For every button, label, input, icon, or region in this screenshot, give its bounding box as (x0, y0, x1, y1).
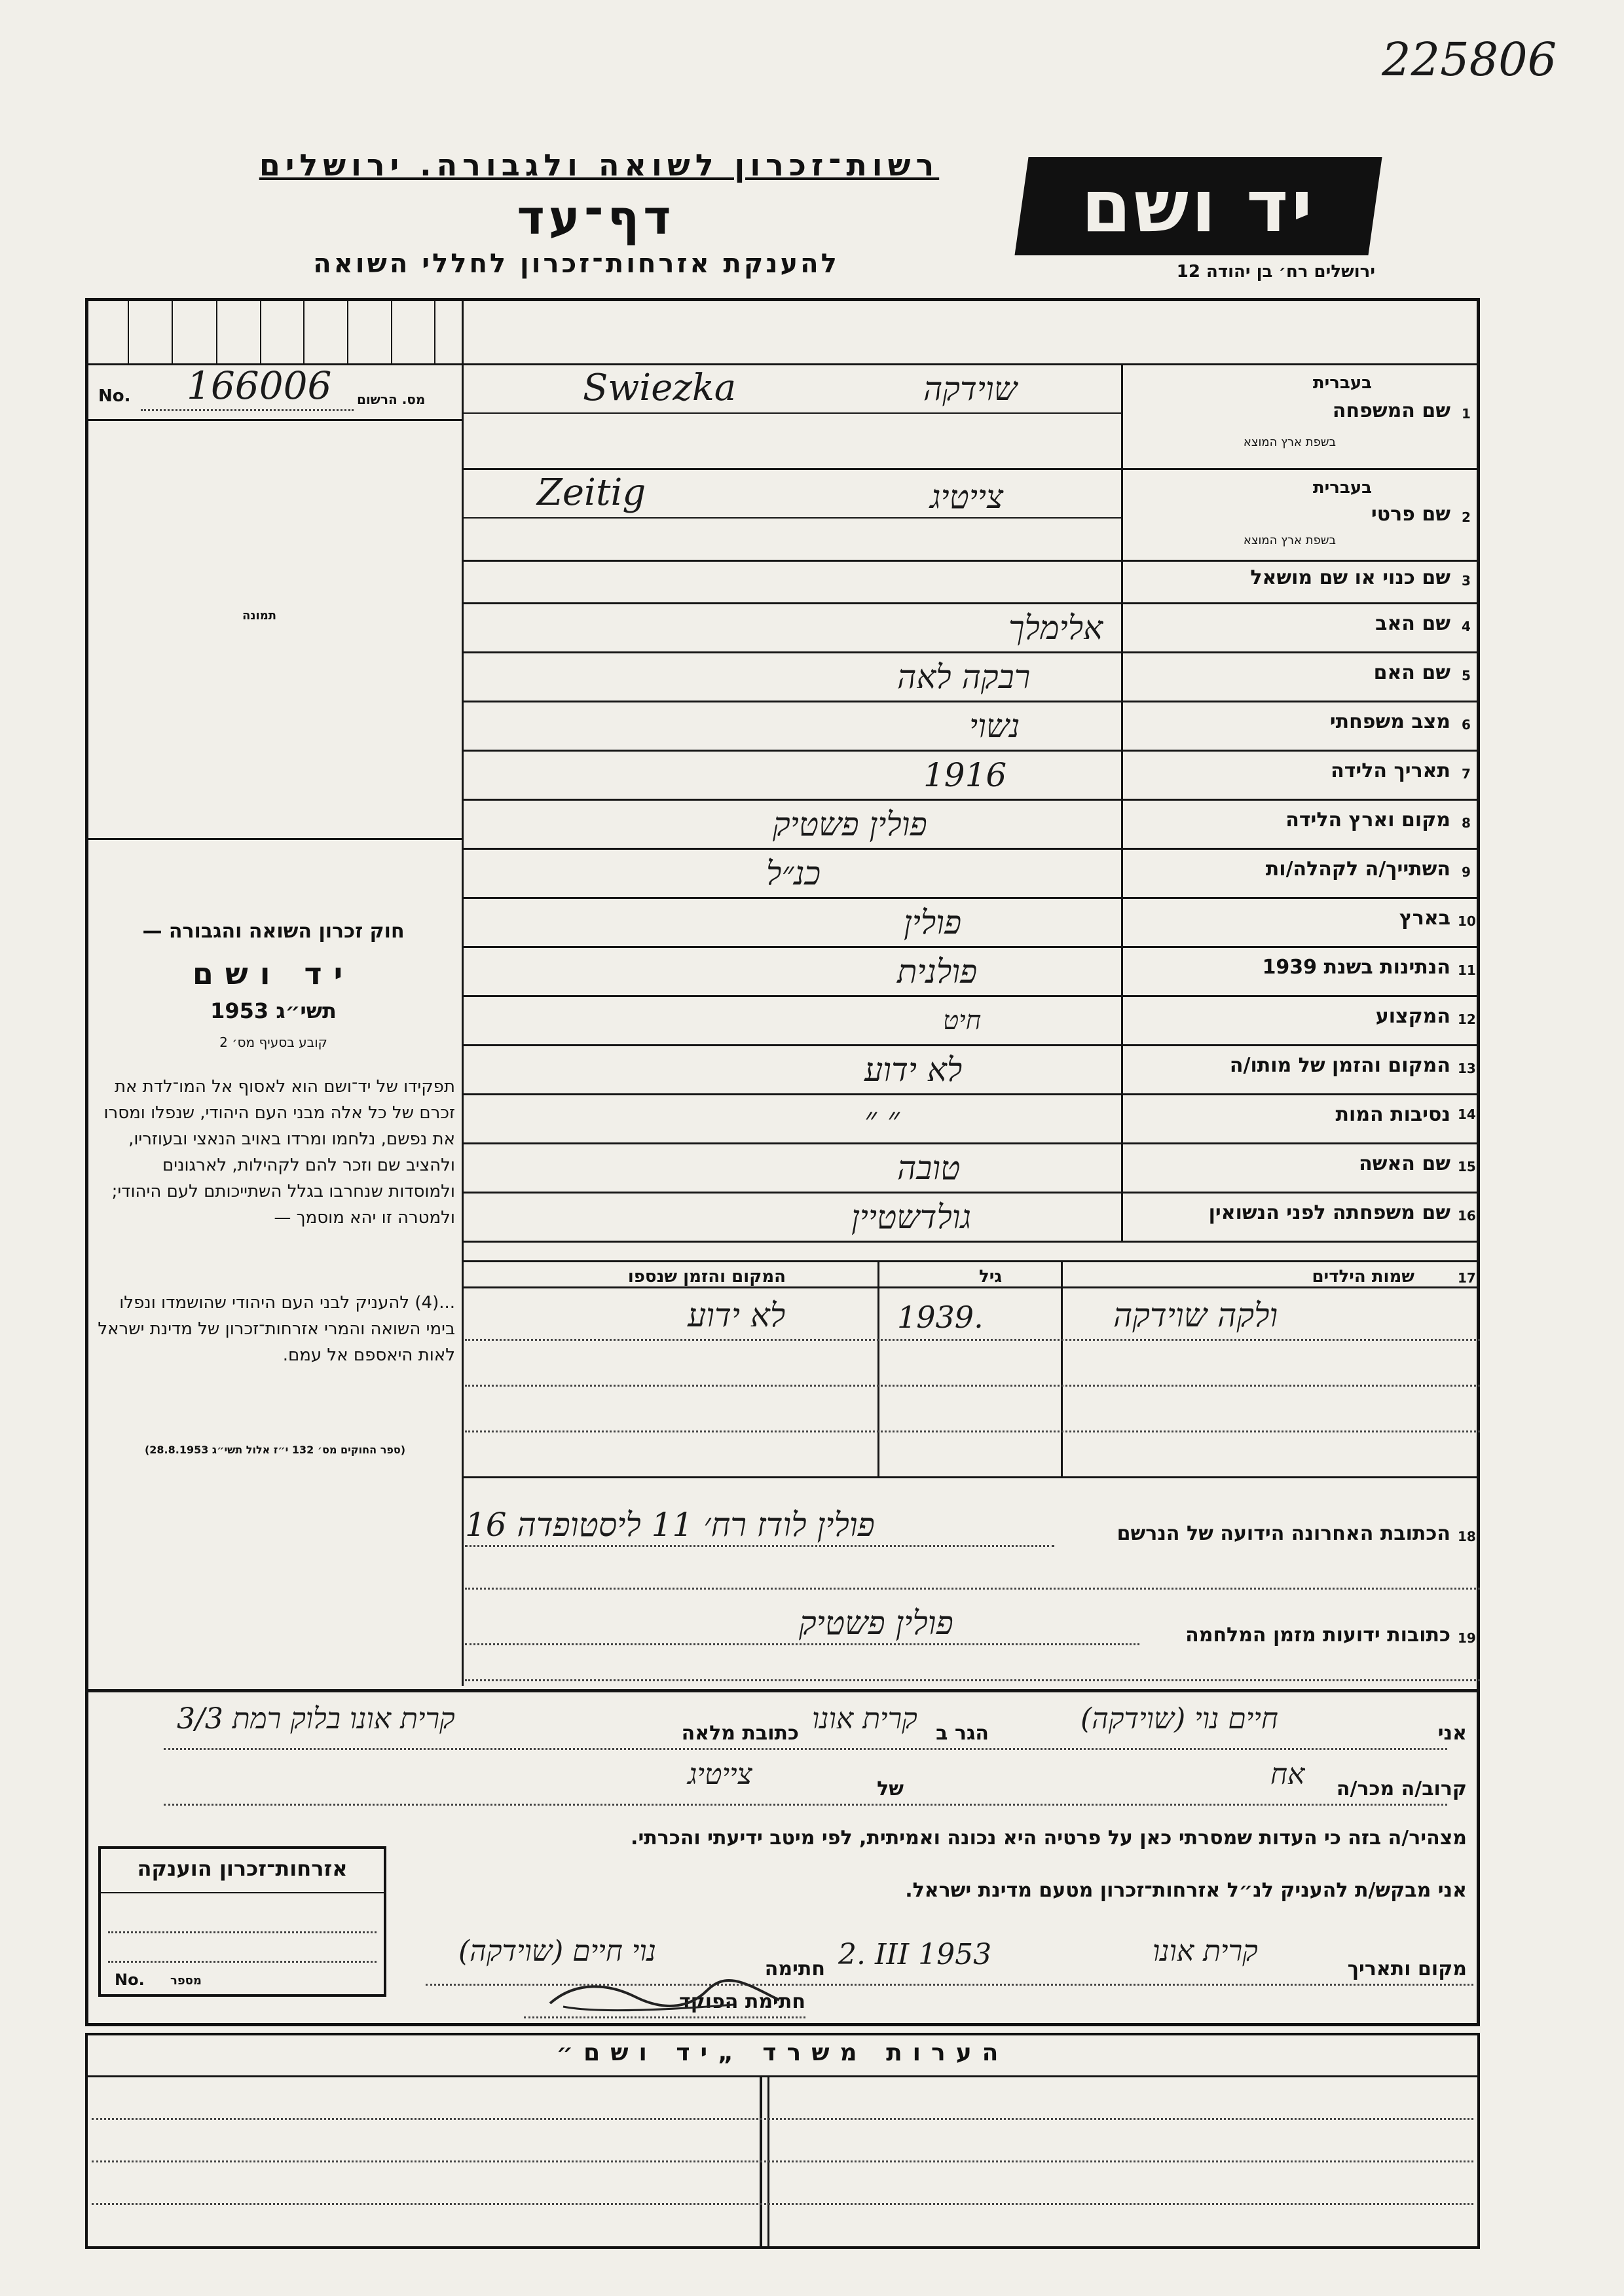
death-place-time: לא ידוע (864, 1051, 963, 1089)
field-2-number: 2 (1462, 509, 1471, 525)
statement-request: אני מבקש/ת להעניק לנ״ל אזרחות־זכרון מטעם מדינת ישראל. (905, 1879, 1467, 1902)
field-3-label: שם כנוי או שם מושאל (1250, 566, 1450, 589)
field-10-number: 10 (1458, 913, 1476, 929)
given-name-hebrew: צייטיג (930, 478, 1004, 516)
field-7-label: תאריך הלידה (1331, 759, 1450, 782)
field-14-number: 14 (1458, 1106, 1476, 1122)
profession: חיט (943, 1006, 982, 1036)
place-date-label: מקום ותאריך (1347, 1958, 1467, 1980)
surname-origin: Swiezka (583, 367, 737, 409)
field-14-label: נסיבות המות (1335, 1103, 1450, 1126)
country: פולין (904, 903, 962, 941)
field-19-number: 19 (1458, 1630, 1476, 1646)
citizenship-box-title: אזרחות־זכרון הוענקה (137, 1856, 348, 1881)
birth-place: פולין פשטיק (773, 805, 927, 843)
citizenship-number-label: מספר (170, 1974, 202, 1988)
full-address-value: קרית אונו בלוק רמת 3/3 (177, 1702, 455, 1736)
citizenship-no-prefix: No. (115, 1971, 145, 1989)
community: כנ״ל (766, 854, 821, 892)
law-year: תשי״ג 1953 (210, 998, 337, 1023)
field-7-number: 7 (1462, 766, 1471, 782)
statement-truth: מצהיר/ה בזה כי העדות שמסרתי כאן על פרטיה היא נכונה ואמיתית, לפי מיטב ידיעתי והכרתי. (631, 1827, 1467, 1850)
marital-status: נשוי (969, 707, 1020, 745)
law-clause: קובע בסעיף מס׳ 2 (219, 1034, 327, 1050)
field-12-label: המקצוע (1375, 1005, 1450, 1028)
law-clause4: ...(4) להעניק לבני העם היהודי שהושמדו ונפלו בימי השואה והמרי אזרחות־זכרון של מדינת ישראל לאות היאספם אל עמם. (98, 1293, 455, 1365)
field-16-number: 16 (1458, 1208, 1476, 1224)
children-place-header: המקום והזמן שנספו (627, 1267, 786, 1286)
registration-number: 166006 (187, 363, 332, 408)
field-19-label: כתובות ידועות מזמן המלחמה (1185, 1624, 1450, 1647)
logo-address: ירושלים רח׳ בן יהודה 12 (1176, 262, 1375, 282)
child-row-place: לא ידוע (688, 1296, 786, 1334)
child-row-age: 1939. (897, 1300, 984, 1335)
wartime-address: פולין פשטיק (799, 1604, 953, 1642)
date-value: 2. III 1953 (838, 1938, 992, 1971)
child-row-name: ולקה שוידקה (1113, 1296, 1278, 1334)
authority-line: רשות־זכרון לשואה ולגבורה. ירושלים (259, 147, 940, 183)
field-1-hebrew-label: בעברית (1312, 373, 1372, 393)
given-name-origin: Zeitig (537, 471, 646, 514)
declaration-top-border (85, 1689, 1480, 1692)
field-6-label: מצב משפחתי (1329, 710, 1450, 733)
wife-name: טובה (897, 1149, 961, 1187)
logo-text: יד ושם (1081, 164, 1316, 248)
registration-label: מס. הרשום (357, 392, 426, 407)
archive-number: 225806 (1382, 33, 1557, 86)
relation-value: אח (1270, 1758, 1305, 1791)
field-11-number: 11 (1458, 962, 1476, 978)
form-title: דף־עד (517, 190, 675, 245)
death-circumstances: ״ ״ (864, 1100, 900, 1138)
law-body: תפקידו של יד־ושם הוא לאסוף אל המו־לדת את זכרם של כל אלה מבני העם היהודי, שנפלו ומסרו את נפשם, נלחמו ומרדו באויב הנאצי ובעוזריו, ולהציב שם וזכר להם לקהילות, לארגונים ולמוסדות שנחרבו בגלל השתייכותם לעם היהודי; ולמטרה זו יהא מוסמך — (103, 1077, 455, 1228)
field-15-label: שם האשה (1359, 1152, 1450, 1175)
mother-name: רבקה לאה (897, 658, 1031, 696)
of-label: של (877, 1777, 904, 1800)
field-13-label: המקום והזמן של מותו/ה (1229, 1054, 1450, 1077)
field-4-number: 4 (1462, 619, 1471, 634)
field-8-number: 8 (1462, 815, 1471, 831)
law-name: יד ושם (192, 956, 355, 991)
field-16-label: שם משפחתה לפני הנשואין (1208, 1201, 1450, 1224)
field-12-number: 12 (1458, 1011, 1476, 1027)
field-13-number: 13 (1458, 1061, 1476, 1076)
field-9-label: השתייך/ה לקהלה/ות (1265, 858, 1450, 881)
registration-no-prefix: No. (98, 386, 131, 406)
field-1-number: 1 (1462, 406, 1471, 422)
signature-mark (537, 1977, 799, 2016)
officer-signature-label: חתימת הפוקד (679, 1990, 805, 2013)
resides-value: קרית אונו (812, 1702, 917, 1736)
field-17-number: 17 (1458, 1270, 1476, 1286)
field-1-origin-label: בשפת ארץ המוצא (1243, 435, 1336, 449)
form-subtitle: להענקת אזרחות־זכרון לחללי השואה (313, 249, 840, 279)
citizenship-1939: פולנית (897, 953, 978, 991)
children-names-header: שמות הילדים (1312, 1267, 1414, 1286)
declaration-ani: אני (1437, 1722, 1467, 1745)
field-3-number: 3 (1462, 573, 1471, 589)
field-8-label: מקום וארץ הלידה (1285, 809, 1450, 831)
field-11-label: הנתינות בשנת 1939 (1262, 956, 1450, 979)
field-18-label: הכתובת האחרונה הידועה של הנרשם (1116, 1522, 1450, 1545)
of-value: צייטיג (688, 1758, 752, 1791)
last-address: פולין לודז רח׳ 11 ליסטופדה 16 (465, 1506, 875, 1544)
law-source: (ספר החוקים מס׳ 132 י״ז אלול תשי״ג 28.8.1953) (144, 1444, 406, 1456)
photo-label: תמונה (242, 609, 277, 623)
father-name: אלימלך (1008, 609, 1103, 647)
field-9-number: 9 (1462, 864, 1471, 880)
declarant-name: חיים נוי (שוידקה) (1080, 1702, 1278, 1736)
field-5-label: שם האם (1373, 661, 1450, 684)
field-10-label: בארץ (1399, 907, 1450, 930)
officer-signature-scribble (537, 1977, 799, 2016)
field-4-label: שם האב (1375, 612, 1450, 635)
field-2-hebrew-label: בעברית (1312, 478, 1372, 498)
field-18-number: 18 (1458, 1529, 1476, 1544)
signature-value: נוי חיים (שוידקה) (458, 1935, 656, 1968)
surname-hebrew: שוידקה (923, 370, 1018, 408)
law-title: חוק זכרון השואה והגבורה — (142, 920, 405, 943)
field-6-number: 6 (1462, 717, 1471, 733)
full-address-label: כתובת מלאה (681, 1722, 799, 1745)
place-value: קרית אונו (1153, 1935, 1258, 1968)
relation-label: קרוב/ה מכר/ה (1336, 1777, 1467, 1800)
field-2-origin-label: בשפת ארץ המוצא (1243, 534, 1336, 547)
field-5-number: 5 (1462, 668, 1471, 683)
office-notes-title: הערות משרד „יד ושם״ (556, 2039, 1009, 2066)
wife-maiden-name: גולדשטיין (851, 1198, 972, 1236)
yad-vashem-logo (1014, 157, 1382, 255)
birth-date: 1916 (923, 756, 1007, 794)
children-age-header: גיל (978, 1267, 1002, 1286)
resides-label: הגר ב (936, 1722, 989, 1745)
field-15-number: 15 (1458, 1159, 1476, 1175)
field-1-label: שם המשפחה (1332, 399, 1450, 422)
field-2-label: שם פרטי (1371, 503, 1450, 526)
signature-label: חתימה (764, 1958, 825, 1980)
